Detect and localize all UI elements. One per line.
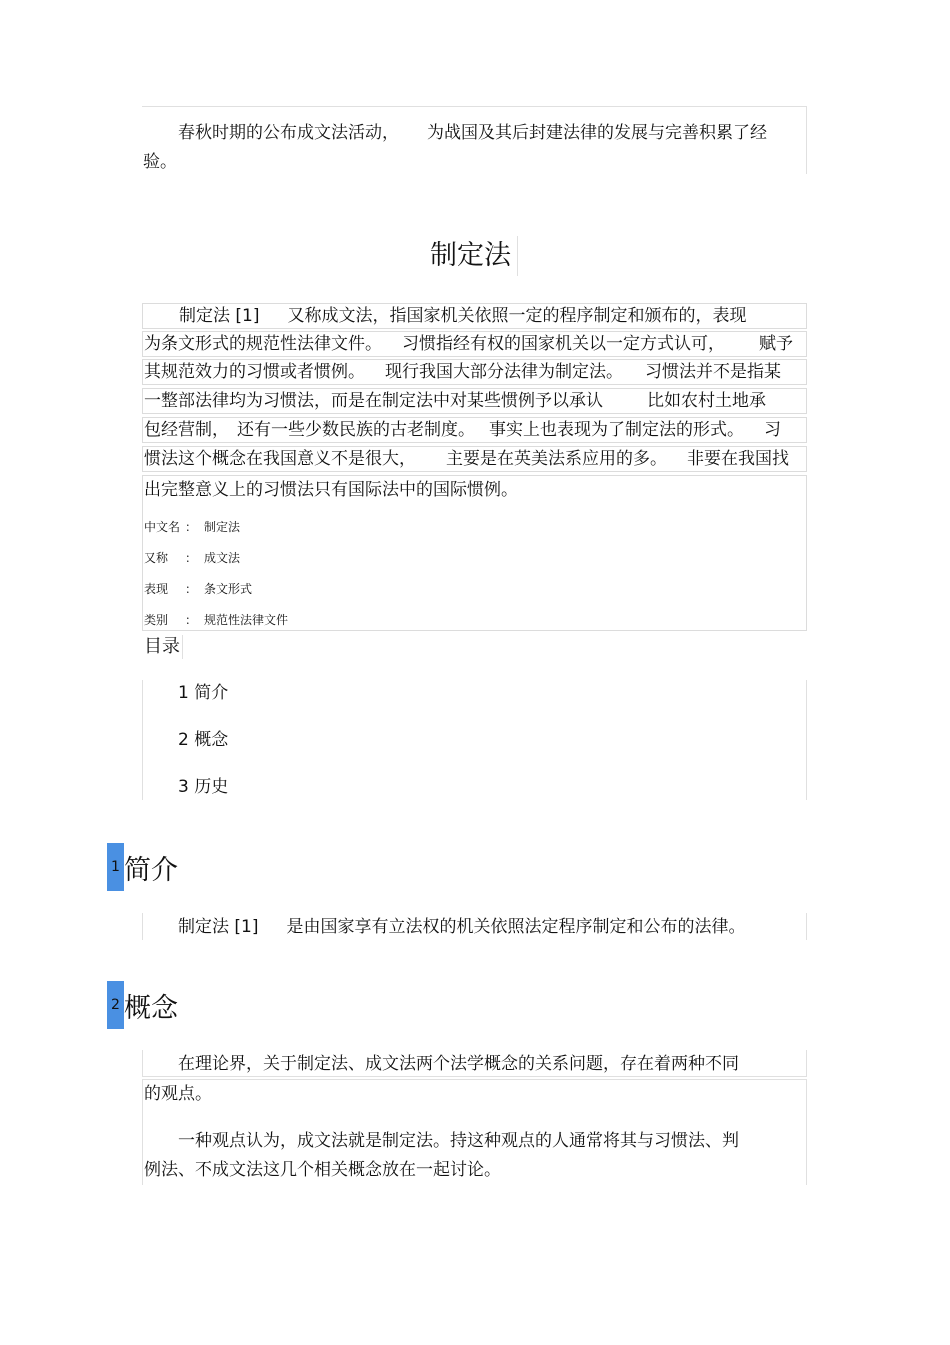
info-value: 成文法: [204, 551, 241, 565]
summary-text: 又称成文法，指国家机关依照一定的程序制定和颁布的，表现: [287, 306, 747, 326]
summary-text: 习: [764, 420, 781, 440]
info-key: 中文名: [144, 520, 181, 534]
section-title-concept: 概念: [124, 993, 178, 1024]
info-row-form: [144, 581, 252, 597]
toc-item-intro[interactable]: 1 简介: [178, 683, 229, 703]
info-key: 表现: [144, 582, 169, 596]
section-1-body: 是由国家享有立法权的机关依照法定程序制定和公布的法律。: [286, 917, 746, 937]
toc-item-concept[interactable]: 2 概念: [178, 730, 229, 750]
summary-text: 为条文形式的规范性法律文件。: [144, 334, 382, 354]
section-2-text: 在理论界，关于制定法、成文法两个法学概念的关系问题，存在着两种不同: [178, 1054, 739, 1074]
info-key: 又称: [144, 551, 169, 565]
section-2-text: 一种观点认为，成文法就是制定法。持这种观点的人通常将其与习惯法、判: [178, 1131, 739, 1151]
section-title-intro: 简介: [124, 855, 178, 886]
summary-line-4: [142, 388, 807, 414]
summary-text: 赋予: [759, 334, 793, 354]
section-2-text: 的观点。: [144, 1084, 212, 1104]
section-2-paragraph-1-line-1: [142, 1050, 807, 1077]
info-value: 规范性法律文件: [204, 613, 289, 627]
info-value: 条文形式: [204, 582, 253, 596]
summary-text: 习惯法并不是指某: [645, 362, 781, 382]
toc-item-history[interactable]: 3 历史: [178, 777, 229, 797]
summary-text: 一整部法律均为习惯法，而是在制定法中对某些惯例予以承认: [144, 391, 603, 411]
toc-title: 目录: [144, 635, 183, 659]
toc-list: [142, 680, 807, 800]
intro-line-1: [178, 119, 767, 148]
summary-text: 现行我国大部分法律为制定法。: [385, 362, 623, 382]
summary-line-7: 出完整意义上的习惯法只有国际法中的国际惯例。: [144, 480, 518, 500]
summary-text: 事实上也表现为了制定法的形式。: [489, 420, 744, 440]
infobox: [142, 475, 807, 631]
intro-line-2: 验。: [143, 152, 177, 172]
info-value: 制定法: [204, 520, 241, 534]
info-colon: ：: [184, 551, 197, 565]
summary-line-1: [142, 303, 807, 329]
info-row-alias: [144, 550, 240, 566]
info-key: 类别: [144, 613, 169, 627]
summary-text: 包经营制，: [144, 420, 229, 440]
section-1-text: [178, 913, 745, 942]
info-colon: ：: [184, 520, 197, 534]
info-colon: ：: [184, 582, 197, 596]
section-2-body: [142, 1079, 807, 1185]
section-number-2: 2: [107, 981, 124, 1029]
section-2-text: 例法、不成文法这几个相关概念放在一起讨论。: [144, 1160, 501, 1180]
page-title: 制定法: [430, 236, 518, 276]
info-row-category: [144, 612, 288, 628]
summary-text: 还有一些少数民族的古老制度。: [237, 420, 475, 440]
summary-line-6: [142, 446, 807, 472]
section-number-1: 1: [107, 843, 124, 891]
section-1-ref: 制定法 [1]: [178, 917, 259, 937]
intro-text-1b: 为战国及其后封建法律的发展与完善积累了经: [427, 123, 767, 143]
intro-text-1a: 春秋时期的公布成文法活动，: [178, 123, 399, 143]
summary-line-2: [142, 331, 807, 357]
summary-text: 其规范效力的习惯或者惯例。: [144, 362, 365, 382]
summary-text: 习惯指经有权的国家机关以一定方式认可，: [402, 334, 725, 354]
summary-text: 比如农村土地承: [647, 391, 766, 411]
summary-text: 惯法这个概念在我国意义不是很大，: [144, 449, 416, 469]
summary-text: 非要在我国找: [687, 449, 789, 469]
summary-line-5: [142, 417, 807, 443]
intro-paragraph: [142, 106, 807, 174]
summary-ref: 制定法 [1]: [179, 306, 260, 326]
info-row-name: [144, 519, 240, 535]
summary-line-3: [142, 359, 807, 385]
info-colon: ：: [184, 613, 197, 627]
section-1-paragraph: [142, 913, 807, 940]
summary-text: 主要是在英美法系应用的多。: [446, 449, 667, 469]
